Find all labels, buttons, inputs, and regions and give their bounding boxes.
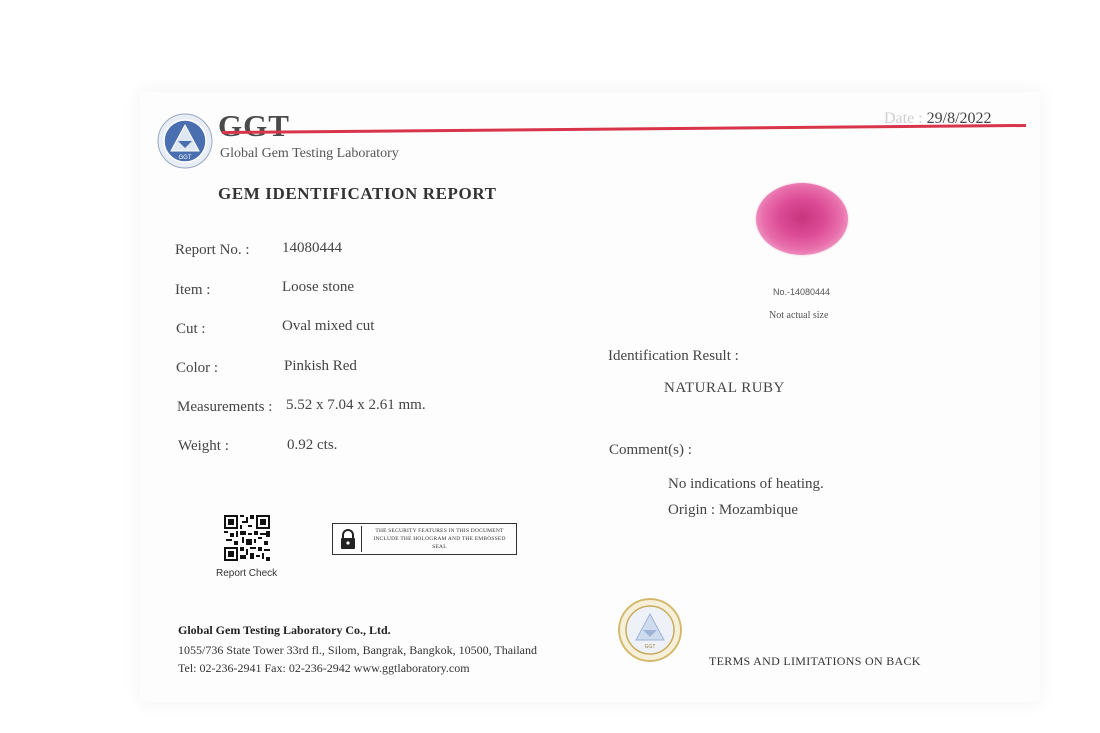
- report-no-value: 14080444: [282, 240, 342, 256]
- company-address: 1055/736 State Tower 33rd fl., Silom, Bangrak, Bangkok, 10500, Thailand: [178, 643, 538, 657]
- report-no-label: Report No. :: [175, 242, 250, 258]
- identification-result: NATURAL RUBY: [664, 380, 785, 396]
- svg-text:GGT: GGT: [644, 644, 656, 650]
- gem-photo-number: No.-14080444: [773, 287, 831, 297]
- comment-heating: No indications of heating.: [668, 476, 824, 492]
- date-value: 29/8/2022: [926, 110, 992, 127]
- brand-name: GGT: [218, 108, 290, 143]
- brand-subtitle: Global Gem Testing Laboratory: [220, 146, 399, 161]
- weight-label: Weight :: [178, 438, 229, 454]
- measurements-label: Measurements :: [177, 399, 273, 415]
- report-check-label: Report Check: [216, 568, 278, 579]
- weight-value: 0.92 cts.: [287, 437, 338, 453]
- terms-notice: TERMS AND LIMITATIONS ON BACK: [709, 654, 921, 668]
- identification-label: Identification Result :: [608, 348, 739, 364]
- item-value: Loose stone: [282, 279, 355, 295]
- lock-icon: [335, 526, 362, 552]
- date-label: Date :: [884, 110, 927, 127]
- color-label: Color :: [176, 360, 219, 376]
- company-name: Global Gem Testing Laboratory Co., Ltd.: [178, 623, 391, 637]
- svg-text:GGT: GGT: [178, 155, 192, 161]
- item-label: Item :: [175, 282, 211, 298]
- company-contact: Tel: 02-236-2941 Fax: 02-236-2942 www.ggtlaboratory.com: [178, 661, 470, 675]
- security-notice: [332, 523, 517, 555]
- report-check-qr-code[interactable]: [224, 515, 270, 561]
- measurements-value: 5.52 x 7.04 x 2.61 mm.: [286, 397, 426, 413]
- ruby-photo: [756, 183, 848, 255]
- report-date: [884, 110, 992, 128]
- gem-photo-note: Not actual size: [769, 310, 829, 321]
- ggt-seal-logo: [157, 113, 213, 169]
- security-text: THE SECURITY FEATURES IN THIS DOCUMENT INCLUDE THE HOLOGRAM AND THE EMBOSSED SEAL: [373, 528, 506, 550]
- report-title: GEM IDENTIFICATION REPORT: [218, 184, 497, 203]
- embossed-seal-icon: [618, 598, 682, 662]
- comments-label: Comment(s) :: [609, 442, 692, 458]
- comment-origin: Origin : Mozambique: [668, 502, 798, 518]
- cut-label: Cut :: [176, 321, 206, 337]
- cut-value: Oval mixed cut: [282, 318, 375, 334]
- color-value: Pinkish Red: [284, 358, 357, 374]
